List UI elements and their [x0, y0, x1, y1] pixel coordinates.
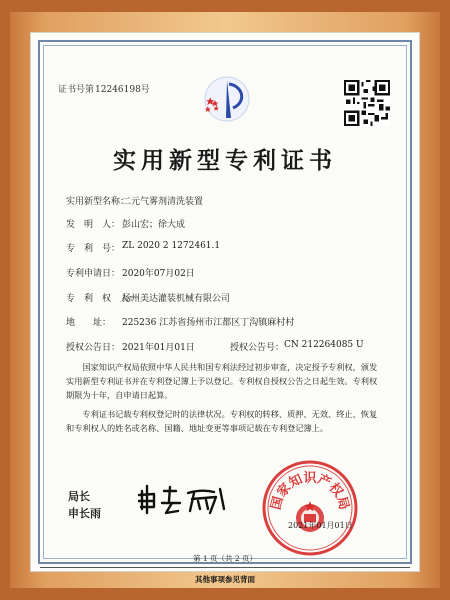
- field-value-grant-date: 2021年01月01日: [122, 343, 195, 353]
- qr-code-icon: [344, 80, 390, 126]
- svg-text:国家知识产权局: 国家知识产权局: [268, 471, 352, 512]
- back-page-note: 其他事项参见背面: [195, 575, 255, 584]
- field-label-address: 地 址：: [66, 318, 112, 328]
- field-value-model-name: 二元气雾剂清洗装置: [122, 197, 204, 207]
- legal-status-paragraph: 专利证书记载专利权登记时的法律状况。专利权的转移、质押、无效、终止、恢复和专利权人的姓名或名称、国籍、地址变更等事项记载在专利登记簿上。: [66, 409, 378, 433]
- field-label-application-date: 专利申请日：: [66, 269, 121, 279]
- field-label-grant-number: 授权公告号：: [230, 343, 285, 353]
- field-value-application-date: 2020年07月02日: [122, 269, 195, 279]
- certificate-number-label: 证书号第: [58, 85, 95, 95]
- field-value-grant-number: CN 212264085 U: [284, 340, 364, 350]
- field-value-patentee: 扬州美达灌装机械有限公司: [122, 294, 231, 304]
- declaration-paragraph: 国家知识产权局依照中华人民共和国专利法经过初步审查，决定授予专利权，颁发实用新型专利证书并在专利登记簿上予以登记。专利权自授权公告之日起生效。专利权期限为十年，自申请日起算。: [66, 362, 378, 400]
- field-value-address: 225236 江苏省扬州市江都区丁沟镇麻村村: [122, 318, 295, 328]
- handwritten-signature: [136, 483, 228, 515]
- official-seal-icon: [260, 458, 360, 558]
- field-label-grant-date: 授权公告日：: [66, 343, 121, 353]
- seal-date: 2021年01月01日: [288, 521, 353, 530]
- director-name: 申长雨: [68, 507, 101, 520]
- field-label-patent-number: 专 利 号：: [66, 244, 121, 254]
- field-value-inventor: 彭山宏；徐大成: [122, 220, 186, 230]
- footer-divider: [40, 567, 410, 568]
- field-label-model-name: 实用新型名称：: [66, 197, 130, 207]
- field-value-patent-number: ZL 2020 2 1272461.1: [122, 241, 221, 251]
- certificate-title: 实用新型专利证书: [113, 147, 337, 174]
- field-label-patentee: 专 利 权 人：: [66, 294, 139, 304]
- field-label-inventor: 发 明 人：: [66, 220, 121, 230]
- page-number: 第 1 页（共 2 页）: [192, 554, 258, 563]
- cnipa-logo-icon: [197, 72, 257, 126]
- certificate-number: 12246198号: [95, 85, 150, 95]
- director-title: 局长: [68, 490, 90, 503]
